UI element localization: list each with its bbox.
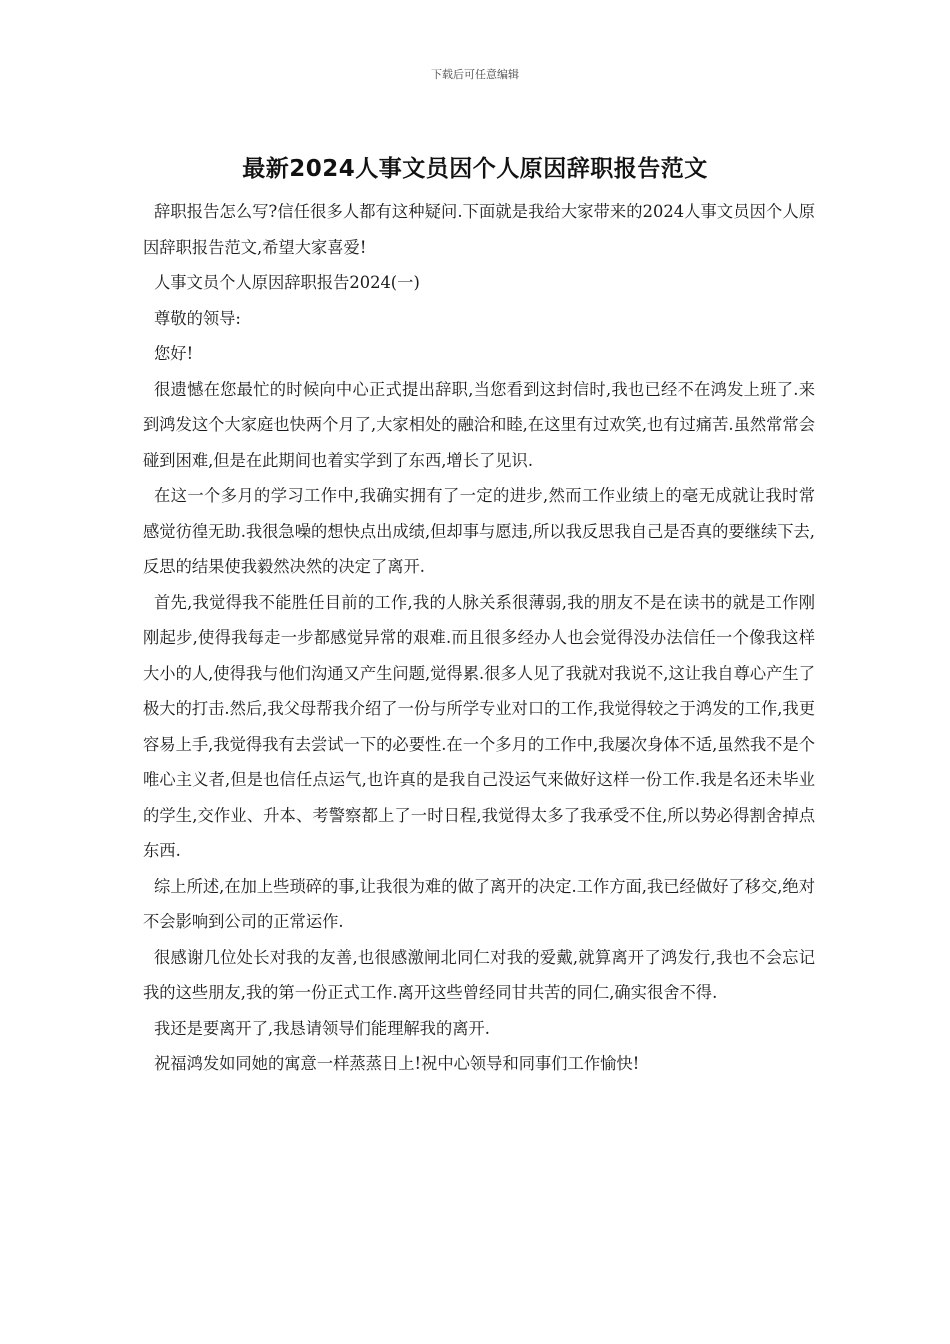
paragraph-body: 很遗憾在您最忙的时候向中心正式提出辞职,当您看到这封信时,我也已经不在鸿发上班了.来到鸿发这个大家庭也快两个月了,大家相处的融洽和睦,在这里有过欢笑,也有过痛苦.虽然常常会碰到困难,但是在此期间也着实学到了东西,增长了见识. <box>143 379 815 470</box>
header-note: 下载后可任意编辑 <box>431 68 519 81</box>
paragraph-intro: 辞职报告怎么写?信任很多人都有这种疑问.下面就是我给大家带来的2024人事文员因个人原因辞职报告范文,希望大家喜爱! <box>143 202 815 257</box>
paragraph-section-heading: 人事文员个人原因辞职报告2024(一) <box>154 273 420 292</box>
paragraph-body: 在这一个多月的学习工作中,我确实拥有了一定的进步,然而工作业绩上的毫无成就让我时常感觉彷徨无助.我很急噪的想快点出成绩,但却事与愿违,所以我反思我自己是否真的要继续下去,反思的结果使我毅然决然的决定了离开. <box>143 486 815 576</box>
paragraph-body: 综上所述,在加上些琐碎的事,让我很为难的做了离开的决定.工作方面,我已经做好了移交,绝对不会影响到公司的正常运作. <box>143 876 815 931</box>
paragraph-body: 很感谢几位处长对我的友善,也很感激闸北同仁对我的爱戴,就算离开了鸿发行,我也不会忘记我的这些朋友,我的第一份正式工作.离开这些曾经同甘共苦的同仁,确实很舍不得. <box>143 947 815 1002</box>
document-body <box>143 194 815 1082</box>
document-title: 最新2024人事文员因个人原因辞职报告范文 <box>242 156 708 182</box>
paragraph-closing: 祝福鸿发如同她的寓意一样蒸蒸日上!祝中心领导和同事们工作愉快! <box>154 1054 640 1073</box>
paragraph-body: 首先,我觉得我不能胜任目前的工作,我的人脉关系很薄弱,我的朋友不是在读书的就是工作刚刚起步,使得我每走一步都感觉异常的艰难.而且很多经办人也会觉得没办法信任一个像我这样大小的人,使得我与他们沟通又产生问题,觉得累.很多人见了我就对我说不,这让我自尊心产生了极大的打击.然后,我父母帮我介绍了一份与所学专业对口的工作,我觉得较之于鸿发的工作,我更容易上手,我觉得我有去尝试一下的必要性.在一个多月的工作中,我屡次身体不适,虽然我不是个唯心主义者,但是也信任点运气,也许真的是我自己没运气来做好这样一份工作.我是名还未毕业的学生,交作业、升本、考警察都上了一时日程,我觉得太多了我承受不住,所以势必得割舍掉点东西. <box>143 592 815 860</box>
paragraph-body: 我还是要离开了,我恳请领导们能理解我的离开. <box>154 1018 490 1038</box>
paragraph-greeting: 您好! <box>154 344 194 363</box>
paragraph-salutation: 尊敬的领导: <box>154 308 241 328</box>
